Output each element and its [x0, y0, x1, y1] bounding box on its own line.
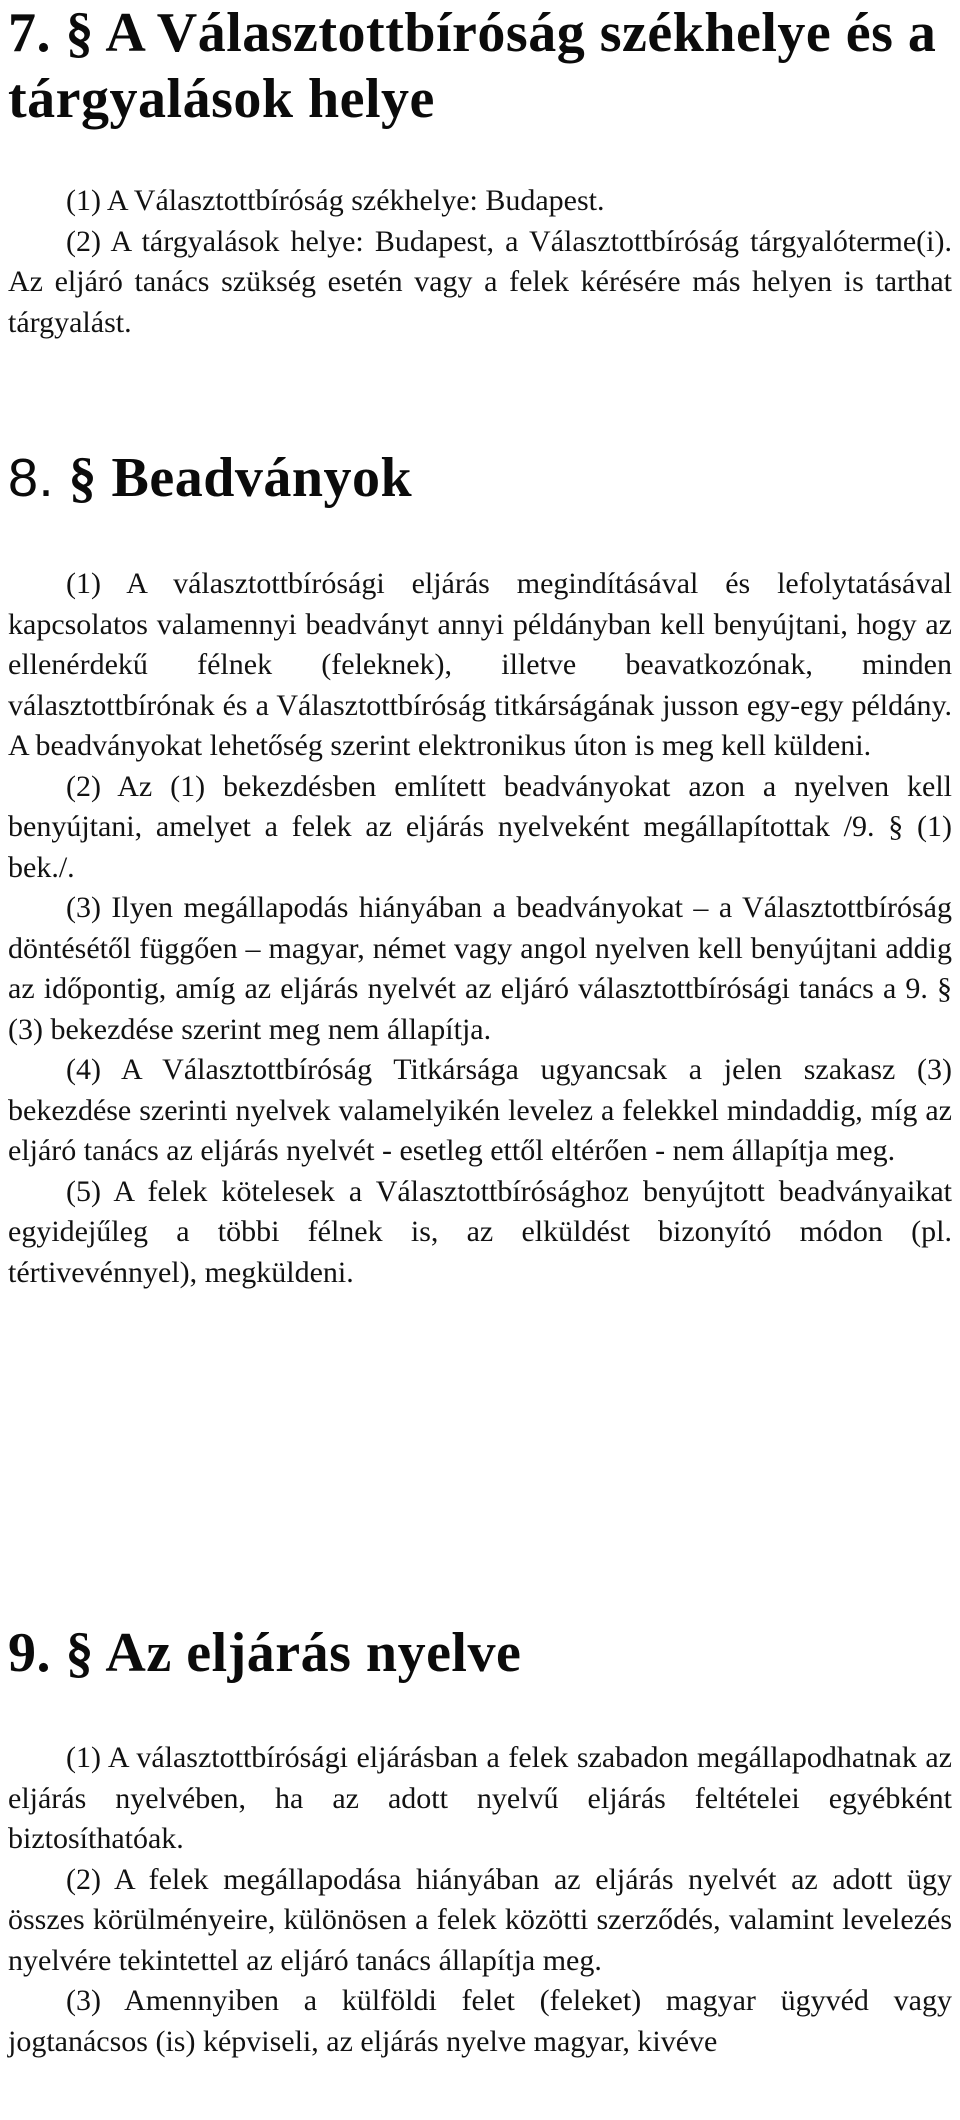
section-8-heading-title: § Beadványok — [54, 447, 413, 509]
section-9-paragraph-3: (3) Amennyiben a külföldi felet (feleket) magyar ügyvéd vagy jogtanácsos (is) képviseli, az eljárás nyelve magyar, kivéve — [8, 1984, 952, 2058]
section-9-paragraph-1: (1) A választottbírósági eljárásban a felek szabadon megállapodhatnak az eljárás nyelvében, ha az adott nyelvű eljárás feltételei egyébként biztosíthatóak. — [8, 1741, 952, 1855]
section-7-body — [8, 181, 952, 343]
section-8-heading-number: 8. — [8, 448, 55, 508]
section-9-body — [8, 1738, 952, 2062]
section-8-paragraph-1: (1) A választottbírósági eljárás megindításával és lefolytatásával kapcsolatos valamennyi beadványt annyi példányban kell benyújtani, hogy az ellenérdekű félnek (feleknek), illetve beavatkozónak, minden választottbírónak és a Választottbíróság titkárságának jusson egy-egy példány. A beadványokat lehetőség szerint elektronikus úton is meg kell küldeni. — [8, 567, 952, 762]
section-9-heading: 9. § Az eljárás nyelve — [8, 1622, 522, 1684]
section-8-paragraph-2: (2) Az (1) bekezdésben említett beadványokat azon a nyelven kell benyújtani, amelyet a felek az eljárás nyelveként megállapítottak /9. § (1) bek./. — [8, 769, 952, 884]
section-8-paragraph-5: (5) A felek kötelesek a Választottbírósághoz benyújtott beadványaikat egyidejűleg a többi félnek is, az elküldést bizonyító módon (pl. tértivevénnyel), megküldeni. — [8, 1174, 952, 1289]
section-8-paragraph-4: (4) A Választottbíróság Titkársága ugyancsak a jelen szakasz (3) bekezdése szerinti nyelvek valamelyikén levelez a felekkel mindaddig, míg az eljáró tanács az eljárás nyelvét - esetleg ettől eltérően - nem állapítja meg. — [8, 1053, 952, 1167]
section-8-heading — [8, 445, 412, 511]
section-7-heading: 7. § A Választottbíróság székhelye és a tárgyalások helye — [8, 2, 937, 130]
section-7-paragraph-2: (2) A tárgyalások helye: Budapest, a Választottbíróság tárgyalóterme(i). Az eljáró tanács szükség esetén vagy a felek kérésére más helyen is tarthat tárgyalást. — [8, 224, 952, 339]
section-7-paragraph-1: (1) A Választottbíróság székhelye: Budapest. — [66, 184, 605, 217]
section-8-body — [8, 564, 952, 1293]
section-8-paragraph-3: (3) Ilyen megállapodás hiányában a beadványokat – a Választottbíróság döntésétől függően – magyar, német vagy angol nyelven kell benyújtani addig az időpontig, amíg az eljárás nyelvét az eljáró választottbírósági tanács a 9. § (3) bekezdése szerint meg nem állapítja. — [8, 891, 952, 1046]
section-9-paragraph-2: (2) A felek megállapodása hiányában az eljárás nyelvét az adott ügy összes körülményeire, különösen a felek közötti szerződés, valamint levelezés nyelvére tekintettel az eljáró tanács állapítja meg. — [8, 1862, 952, 1977]
